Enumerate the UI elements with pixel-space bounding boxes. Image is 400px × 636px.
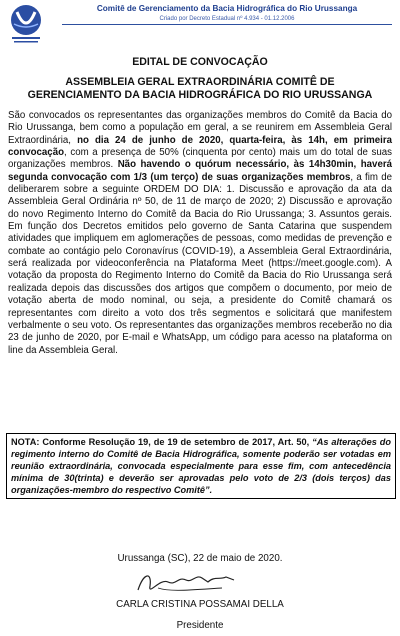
body-text-3: , a fim de deliberarem sobre a seguinte ORDEM DO DIA: 1. Discussão e aprovação da ata da Assembleia Geral Ordinária nº 50, de 11 de março de 2020; 2) Discussão e aprovação do novo Regimento Interno do Comitê da Bacia do Rio Urussanga; 3. Assuntos gerais. Em função dos Decretos emitidos pelo governo de Santa Catarina que suspendem atividades que impliquem em aglomerações de pessoas, como medidas de prevenção e combate ao contágio pelo Coronavírus (COVID-19), a Assembleia Geral Extraordinária, será realizada por videoconferência na Plataforma Meet (https://meet.google.com). A votação da proposta do Regimento Interno do Comitê da Bacia do Rio Urussanga será realizada depois das discussões dos artigos que compõem o documento, por meio de votação aberta de modo nominal, ou seja, a presidente do Comitê chamará os representantes com direito a voto dos três segmentos e solicitará que manifestem verbalmente o seu voto. Os representantes das organizações membros receberão no dia 23 de junho de 2020, por E-mail e WhatsApp, um código para acesso na plataforma on line da Assembleia Geral. xyxy=(8,171,392,356)
handwritten-signature xyxy=(130,568,250,600)
meeting-date-bold: no dia 24 de junho de 2020, quarta-feira, às 14h, em primeira convocação xyxy=(8,134,392,159)
body-text-1: São convocados os representantes das organizações membros do Comitê da Bacia do Rio Urussanga, bem como a população em geral, a se reunirem em Assembleia Geral Extraordinária, xyxy=(8,110,392,146)
document-title: EDITAL DE CONVOCAÇÃO xyxy=(132,56,268,68)
note-text: “As alterações do regimento interno do Comitê de Bacia Hidrográfica, somente poderão ser votadas em reunião extraordinária, convocada especialmente para esse fim, com antecedência mínima de 30(trinta) e deverão ser aprovadas pelo voto de 2/3 (dois terços) das organizações-membro do respectivo Comitê”. xyxy=(11,437,391,495)
second-call-bold: Não havendo o quórum necessário, às 14h30min, haverá segunda convocação com 1/3 (um terço) de suas organizações membros xyxy=(8,159,392,183)
header-divider xyxy=(62,24,392,25)
organization-name: Comitê de Gerenciamento da Bacia Hidrográfica do Rio Urussanga xyxy=(96,4,358,13)
body-text-2: , com a presença de 50% (cinquenta por cento) mais um do total de suas organizações membros. xyxy=(8,147,392,171)
document-header xyxy=(0,0,400,46)
signatory-name: CARLA CRISTINA POSSAMAI DELLA xyxy=(116,599,284,610)
watershed-logo-icon xyxy=(8,4,44,44)
organization-decree: Criado por Decreto Estadual nº 4.934 - 01.12.2006 xyxy=(159,16,295,22)
date-line: Urussanga (SC), 22 de maio de 2020. xyxy=(117,553,283,564)
signatory-role: Presidente xyxy=(176,620,224,631)
document-subtitle: ASSEMBLEIA GERAL EXTRAORDINÁRIA COMITÊ DE GERENCIAMENTO DA BACIA HIDROGRÁFICA DO RIO URUSSANGA xyxy=(27,76,373,101)
note-label: NOTA: Conforme Resolução 19, de 19 de setembro de 2017, Art. 50, xyxy=(11,437,310,447)
convocation-paragraph xyxy=(8,110,392,357)
convocation-body xyxy=(8,110,392,357)
note-box xyxy=(6,433,396,499)
